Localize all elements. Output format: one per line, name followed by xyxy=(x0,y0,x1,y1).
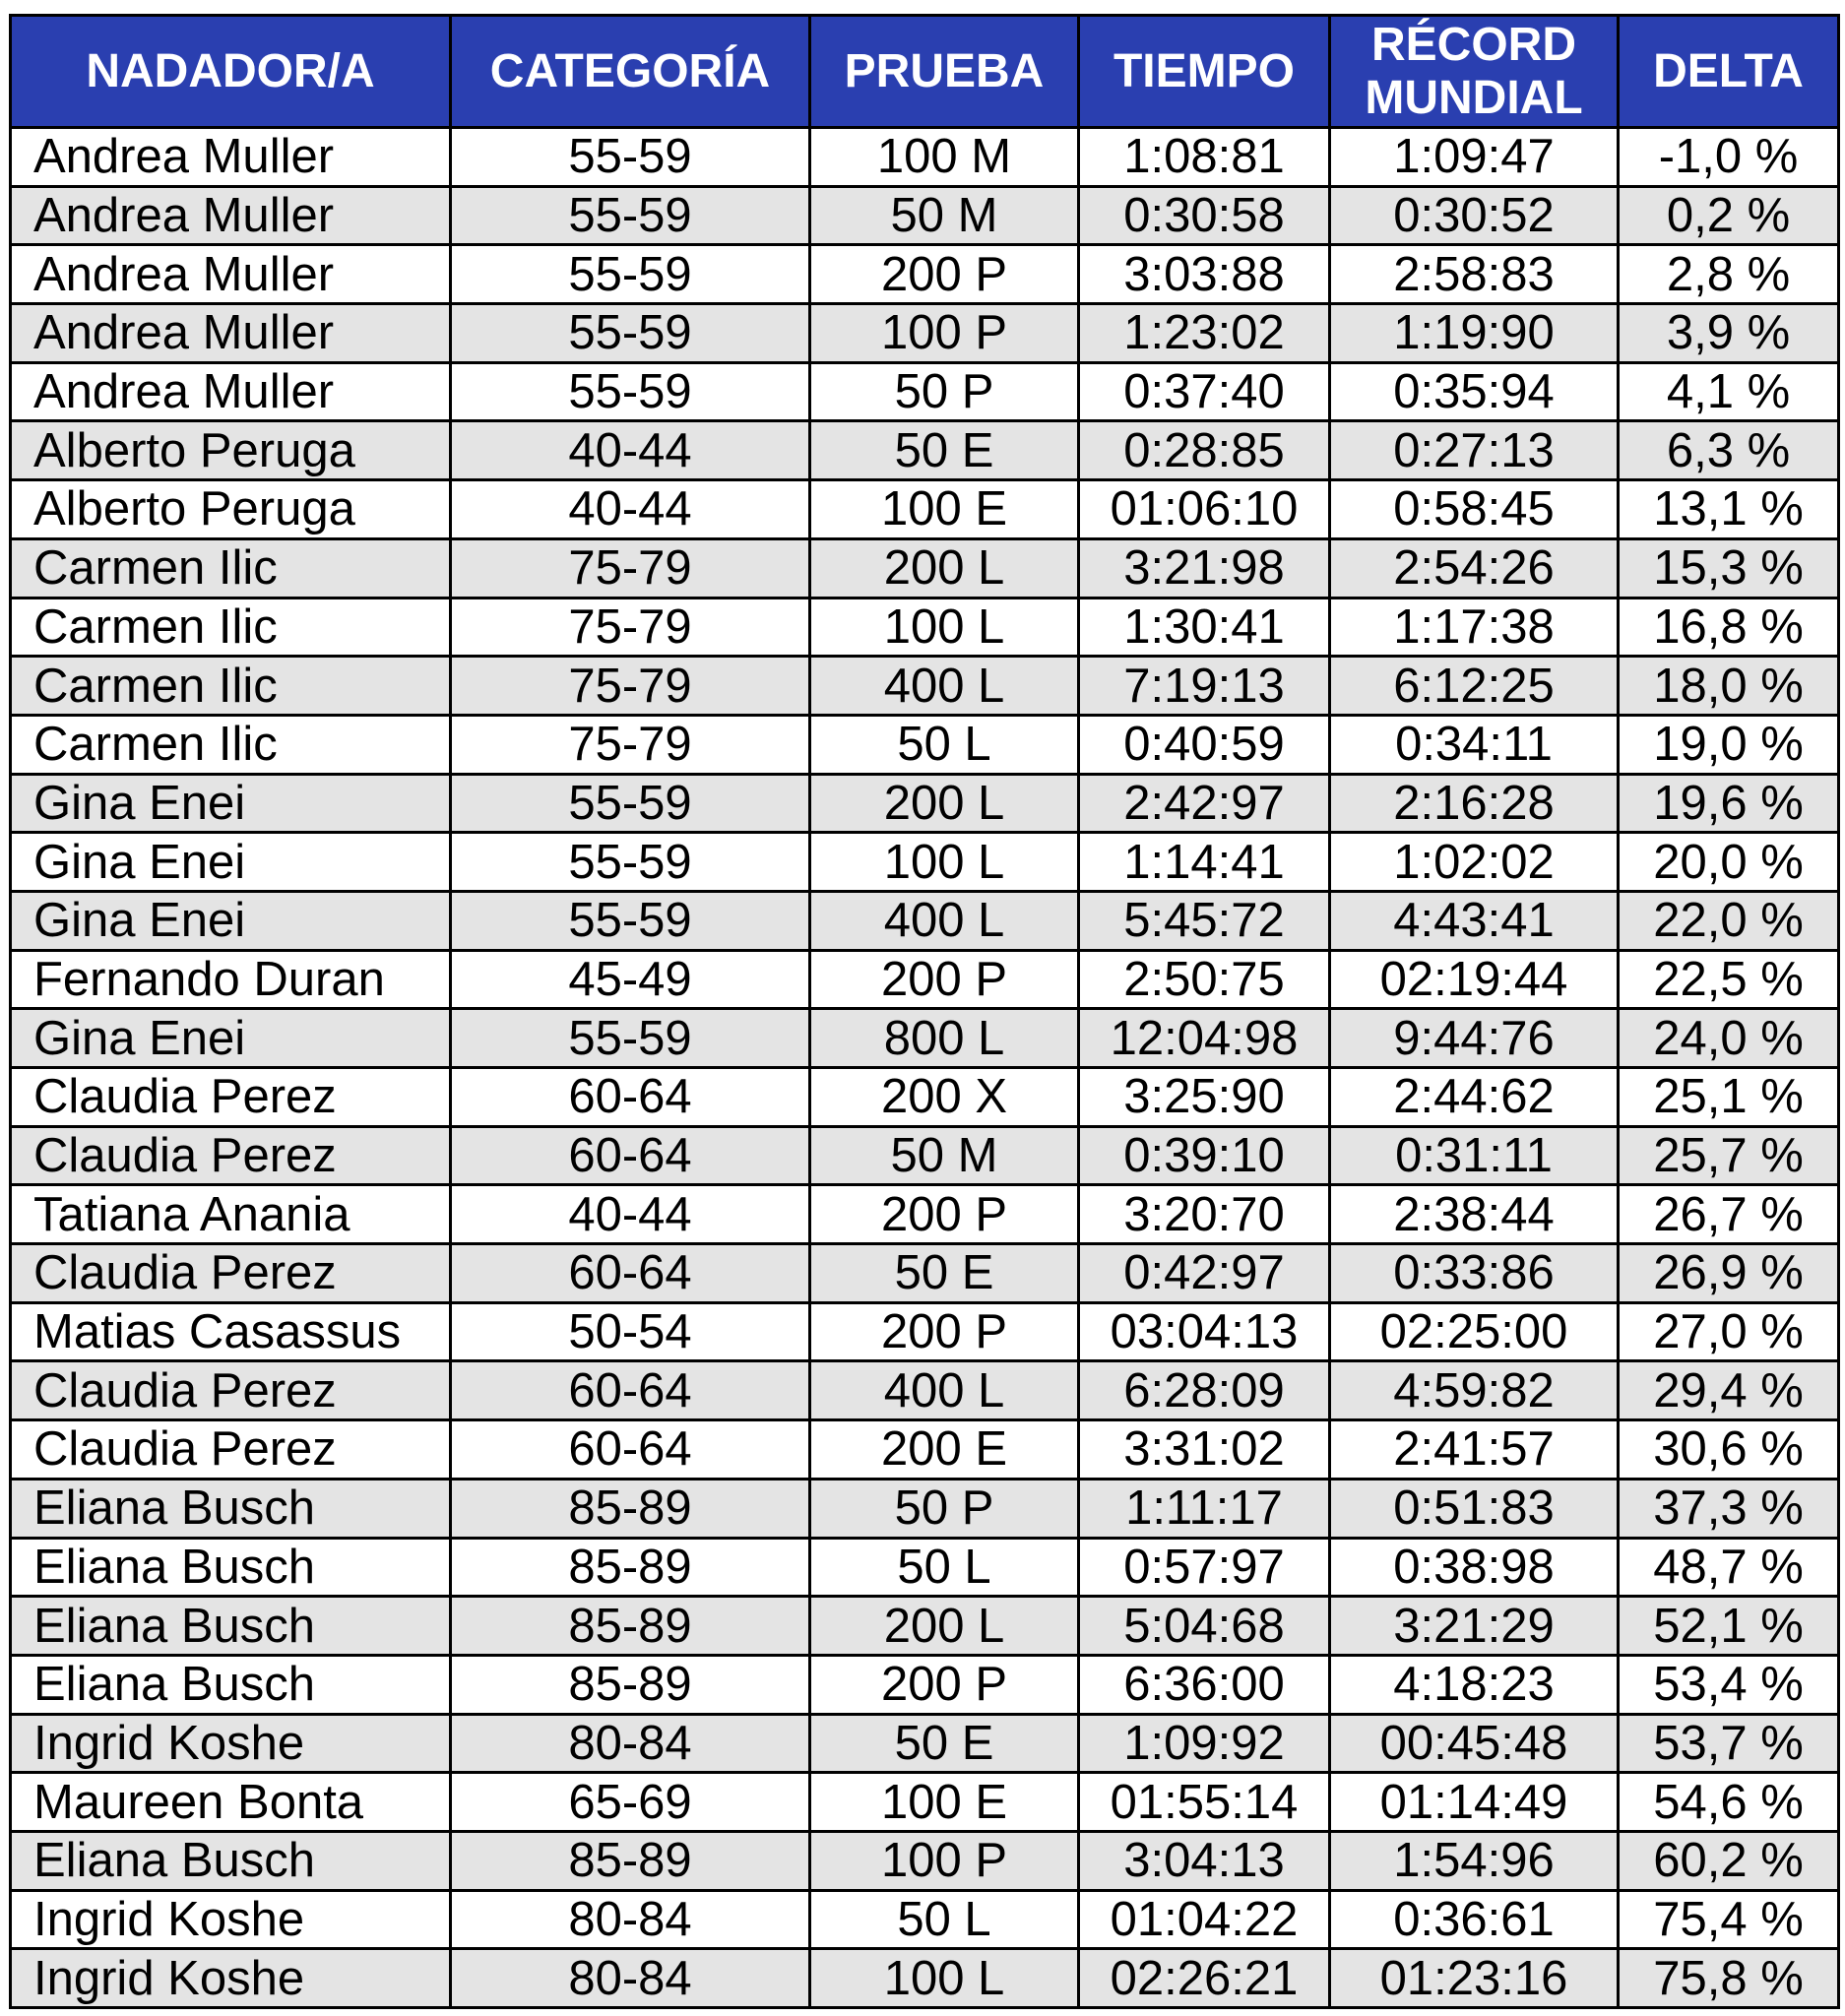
cell-categoria: 80-84 xyxy=(451,1949,810,2008)
table-row xyxy=(11,715,1839,774)
cell-record-mundial: 0:27:13 xyxy=(1330,421,1619,480)
table-row xyxy=(11,186,1839,245)
cell-delta: 2,8 % xyxy=(1619,245,1839,304)
cell-tiempo: 1:09:92 xyxy=(1079,1714,1330,1773)
cell-record-mundial: 4:18:23 xyxy=(1330,1655,1619,1714)
table-row xyxy=(11,304,1839,363)
cell-delta: 16,8 % xyxy=(1619,598,1839,657)
cell-delta: 22,5 % xyxy=(1619,950,1839,1009)
cell-record-mundial: 1:02:02 xyxy=(1330,833,1619,892)
cell-tiempo: 0:30:58 xyxy=(1079,186,1330,245)
cell-delta: 37,3 % xyxy=(1619,1479,1839,1538)
cell-nadador: Matias Casassus xyxy=(11,1302,451,1361)
cell-tiempo: 5:04:68 xyxy=(1079,1597,1330,1656)
cell-tiempo: 5:45:72 xyxy=(1079,891,1330,950)
cell-record-mundial: 0:38:98 xyxy=(1330,1538,1619,1597)
cell-categoria: 85-89 xyxy=(451,1597,810,1656)
cell-record-mundial: 0:58:45 xyxy=(1330,480,1619,539)
cell-tiempo: 01:55:14 xyxy=(1079,1773,1330,1832)
cell-delta: 18,0 % xyxy=(1619,657,1839,716)
cell-delta: 15,3 % xyxy=(1619,538,1839,598)
cell-categoria: 85-89 xyxy=(451,1655,810,1714)
cell-delta: 75,8 % xyxy=(1619,1949,1839,2008)
cell-tiempo: 1:14:41 xyxy=(1079,833,1330,892)
cell-nadador: Andrea Muller xyxy=(11,128,451,187)
cell-delta: -1,0 % xyxy=(1619,128,1839,187)
cell-tiempo: 6:28:09 xyxy=(1079,1361,1330,1420)
cell-tiempo: 3:04:13 xyxy=(1079,1831,1330,1890)
cell-nadador: Carmen Ilic xyxy=(11,598,451,657)
cell-record-mundial: 2:44:62 xyxy=(1330,1068,1619,1127)
cell-prueba: 50 E xyxy=(810,1714,1079,1773)
table-row xyxy=(11,1185,1839,1244)
table-row xyxy=(11,421,1839,480)
table-row xyxy=(11,245,1839,304)
cell-prueba: 400 L xyxy=(810,657,1079,716)
cell-nadador: Carmen Ilic xyxy=(11,657,451,716)
cell-prueba: 100 P xyxy=(810,1831,1079,1890)
cell-record-mundial: 0:30:52 xyxy=(1330,186,1619,245)
cell-nadador: Tatiana Anania xyxy=(11,1185,451,1244)
cell-prueba: 100 E xyxy=(810,1773,1079,1832)
cell-delta: 30,6 % xyxy=(1619,1420,1839,1480)
cell-nadador: Gina Enei xyxy=(11,774,451,833)
cell-prueba: 200 P xyxy=(810,1302,1079,1361)
cell-tiempo: 7:19:13 xyxy=(1079,657,1330,716)
cell-record-mundial: 0:35:94 xyxy=(1330,362,1619,421)
cell-prueba: 50 L xyxy=(810,1890,1079,1949)
cell-categoria: 75-79 xyxy=(451,715,810,774)
table-header xyxy=(11,16,1839,128)
cell-nadador: Gina Enei xyxy=(11,833,451,892)
cell-delta: 4,1 % xyxy=(1619,362,1839,421)
cell-prueba: 100 L xyxy=(810,1949,1079,2008)
cell-record-mundial: 0:36:61 xyxy=(1330,1890,1619,1949)
cell-tiempo: 0:37:40 xyxy=(1079,362,1330,421)
cell-record-mundial: 3:21:29 xyxy=(1330,1597,1619,1656)
cell-nadador: Andrea Muller xyxy=(11,304,451,363)
table-row xyxy=(11,1831,1839,1890)
cell-categoria: 75-79 xyxy=(451,657,810,716)
cell-tiempo: 6:36:00 xyxy=(1079,1655,1330,1714)
cell-delta: 24,0 % xyxy=(1619,1009,1839,1068)
table-row xyxy=(11,128,1839,187)
cell-prueba: 50 M xyxy=(810,186,1079,245)
cell-delta: 26,9 % xyxy=(1619,1244,1839,1303)
cell-nadador: Fernando Duran xyxy=(11,950,451,1009)
cell-record-mundial: 01:14:49 xyxy=(1330,1773,1619,1832)
cell-record-mundial: 0:51:83 xyxy=(1330,1479,1619,1538)
cell-prueba: 50 L xyxy=(810,1538,1079,1597)
cell-nadador: Claudia Perez xyxy=(11,1244,451,1303)
table-row xyxy=(11,657,1839,716)
table-row xyxy=(11,1420,1839,1480)
cell-record-mundial: 9:44:76 xyxy=(1330,1009,1619,1068)
cell-prueba: 200 L xyxy=(810,774,1079,833)
cell-prueba: 50 P xyxy=(810,362,1079,421)
table-row xyxy=(11,1890,1839,1949)
cell-tiempo: 3:03:88 xyxy=(1079,245,1330,304)
cell-categoria: 60-64 xyxy=(451,1420,810,1480)
cell-categoria: 55-59 xyxy=(451,833,810,892)
table-row xyxy=(11,1949,1839,2008)
cell-prueba: 200 E xyxy=(810,1420,1079,1480)
cell-categoria: 85-89 xyxy=(451,1831,810,1890)
table-row xyxy=(11,891,1839,950)
cell-categoria: 80-84 xyxy=(451,1890,810,1949)
cell-delta: 19,0 % xyxy=(1619,715,1839,774)
cell-nadador: Eliana Busch xyxy=(11,1831,451,1890)
cell-delta: 20,0 % xyxy=(1619,833,1839,892)
cell-tiempo: 0:39:10 xyxy=(1079,1126,1330,1185)
cell-record-mundial: 2:41:57 xyxy=(1330,1420,1619,1480)
cell-tiempo: 1:23:02 xyxy=(1079,304,1330,363)
table-row xyxy=(11,833,1839,892)
cell-prueba: 200 X xyxy=(810,1068,1079,1127)
cell-nadador: Carmen Ilic xyxy=(11,715,451,774)
header-delta: DELTA xyxy=(1619,16,1839,128)
cell-tiempo: 01:04:22 xyxy=(1079,1890,1330,1949)
cell-record-mundial: 0:33:86 xyxy=(1330,1244,1619,1303)
cell-prueba: 400 L xyxy=(810,1361,1079,1420)
cell-nadador: Alberto Peruga xyxy=(11,421,451,480)
cell-tiempo: 02:26:21 xyxy=(1079,1949,1330,2008)
table-row xyxy=(11,1479,1839,1538)
cell-categoria: 55-59 xyxy=(451,362,810,421)
cell-prueba: 100 L xyxy=(810,598,1079,657)
cell-delta: 53,7 % xyxy=(1619,1714,1839,1773)
cell-nadador: Claudia Perez xyxy=(11,1361,451,1420)
cell-nadador: Andrea Muller xyxy=(11,245,451,304)
cell-prueba: 200 P xyxy=(810,1655,1079,1714)
table-row xyxy=(11,950,1839,1009)
cell-delta: 22,0 % xyxy=(1619,891,1839,950)
header-record-line2: MUNDIAL xyxy=(1365,71,1583,124)
cell-categoria: 55-59 xyxy=(451,891,810,950)
cell-categoria: 40-44 xyxy=(451,1185,810,1244)
cell-record-mundial: 02:19:44 xyxy=(1330,950,1619,1009)
cell-tiempo: 3:21:98 xyxy=(1079,538,1330,598)
cell-nadador: Carmen Ilic xyxy=(11,538,451,598)
cell-tiempo: 2:50:75 xyxy=(1079,950,1330,1009)
cell-delta: 25,1 % xyxy=(1619,1068,1839,1127)
cell-record-mundial: 0:34:11 xyxy=(1330,715,1619,774)
table-row xyxy=(11,1009,1839,1068)
cell-categoria: 75-79 xyxy=(451,598,810,657)
cell-delta: 6,3 % xyxy=(1619,421,1839,480)
cell-nadador: Eliana Busch xyxy=(11,1479,451,1538)
cell-record-mundial: 1:54:96 xyxy=(1330,1831,1619,1890)
table-row xyxy=(11,1714,1839,1773)
cell-prueba: 200 L xyxy=(810,538,1079,598)
cell-delta: 75,4 % xyxy=(1619,1890,1839,1949)
cell-prueba: 50 L xyxy=(810,715,1079,774)
cell-record-mundial: 00:45:48 xyxy=(1330,1714,1619,1773)
header-prueba: PRUEBA xyxy=(810,16,1079,128)
cell-tiempo: 1:30:41 xyxy=(1079,598,1330,657)
table-row xyxy=(11,1538,1839,1597)
cell-delta: 19,6 % xyxy=(1619,774,1839,833)
cell-categoria: 85-89 xyxy=(451,1538,810,1597)
table-row xyxy=(11,1244,1839,1303)
table-row xyxy=(11,774,1839,833)
cell-record-mundial: 2:54:26 xyxy=(1330,538,1619,598)
table-row xyxy=(11,1126,1839,1185)
cell-categoria: 75-79 xyxy=(451,538,810,598)
table-row xyxy=(11,362,1839,421)
cell-prueba: 200 P xyxy=(810,950,1079,1009)
cell-record-mundial: 02:25:00 xyxy=(1330,1302,1619,1361)
cell-categoria: 65-69 xyxy=(451,1773,810,1832)
cell-prueba: 100 E xyxy=(810,480,1079,539)
cell-delta: 25,7 % xyxy=(1619,1126,1839,1185)
cell-nadador: Claudia Perez xyxy=(11,1126,451,1185)
cell-record-mundial: 1:19:90 xyxy=(1330,304,1619,363)
cell-delta: 13,1 % xyxy=(1619,480,1839,539)
cell-record-mundial: 01:23:16 xyxy=(1330,1949,1619,2008)
cell-prueba: 200 L xyxy=(810,1597,1079,1656)
cell-nadador: Alberto Peruga xyxy=(11,480,451,539)
cell-categoria: 45-49 xyxy=(451,950,810,1009)
cell-prueba: 50 E xyxy=(810,1244,1079,1303)
table-row xyxy=(11,1655,1839,1714)
cell-categoria: 40-44 xyxy=(451,480,810,539)
cell-prueba: 50 M xyxy=(810,1126,1079,1185)
cell-tiempo: 3:25:90 xyxy=(1079,1068,1330,1127)
cell-nadador: Gina Enei xyxy=(11,891,451,950)
cell-prueba: 50 P xyxy=(810,1479,1079,1538)
cell-tiempo: 1:08:81 xyxy=(1079,128,1330,187)
cell-categoria: 60-64 xyxy=(451,1126,810,1185)
cell-tiempo: 0:28:85 xyxy=(1079,421,1330,480)
table-row xyxy=(11,598,1839,657)
cell-tiempo: 2:42:97 xyxy=(1079,774,1330,833)
cell-categoria: 55-59 xyxy=(451,128,810,187)
cell-categoria: 60-64 xyxy=(451,1244,810,1303)
cell-tiempo: 03:04:13 xyxy=(1079,1302,1330,1361)
header-tiempo: TIEMPO xyxy=(1079,16,1330,128)
cell-nadador: Andrea Muller xyxy=(11,362,451,421)
header-nadador: NADADOR/A xyxy=(11,16,451,128)
cell-delta: 0,2 % xyxy=(1619,186,1839,245)
table-row xyxy=(11,538,1839,598)
table-row xyxy=(11,480,1839,539)
cell-delta: 29,4 % xyxy=(1619,1361,1839,1420)
cell-nadador: Andrea Muller xyxy=(11,186,451,245)
cell-tiempo: 12:04:98 xyxy=(1079,1009,1330,1068)
cell-delta: 3,9 % xyxy=(1619,304,1839,363)
cell-nadador: Ingrid Koshe xyxy=(11,1949,451,2008)
cell-record-mundial: 0:31:11 xyxy=(1330,1126,1619,1185)
cell-tiempo: 3:20:70 xyxy=(1079,1185,1330,1244)
cell-categoria: 55-59 xyxy=(451,774,810,833)
cell-categoria: 55-59 xyxy=(451,245,810,304)
cell-categoria: 60-64 xyxy=(451,1068,810,1127)
cell-record-mundial: 1:09:47 xyxy=(1330,128,1619,187)
cell-categoria: 50-54 xyxy=(451,1302,810,1361)
table-row xyxy=(11,1068,1839,1127)
table-row xyxy=(11,1302,1839,1361)
cell-prueba: 100 P xyxy=(810,304,1079,363)
header-categoria: CATEGORÍA xyxy=(451,16,810,128)
cell-prueba: 800 L xyxy=(810,1009,1079,1068)
cell-record-mundial: 4:43:41 xyxy=(1330,891,1619,950)
cell-categoria: 55-59 xyxy=(451,186,810,245)
header-record-line1: RÉCORD xyxy=(1370,18,1576,71)
cell-delta: 52,1 % xyxy=(1619,1597,1839,1656)
cell-prueba: 200 P xyxy=(810,245,1079,304)
cell-nadador: Ingrid Koshe xyxy=(11,1714,451,1773)
cell-nadador: Maureen Bonta xyxy=(11,1773,451,1832)
cell-record-mundial: 2:38:44 xyxy=(1330,1185,1619,1244)
header-record-mundial xyxy=(1330,16,1619,128)
cell-record-mundial: 4:59:82 xyxy=(1330,1361,1619,1420)
cell-tiempo: 0:40:59 xyxy=(1079,715,1330,774)
cell-delta: 53,4 % xyxy=(1619,1655,1839,1714)
cell-tiempo: 01:06:10 xyxy=(1079,480,1330,539)
table-row xyxy=(11,1597,1839,1656)
cell-prueba: 50 E xyxy=(810,421,1079,480)
cell-categoria: 60-64 xyxy=(451,1361,810,1420)
cell-categoria: 55-59 xyxy=(451,1009,810,1068)
cell-record-mundial: 2:58:83 xyxy=(1330,245,1619,304)
cell-nadador: Eliana Busch xyxy=(11,1655,451,1714)
cell-categoria: 85-89 xyxy=(451,1479,810,1538)
cell-tiempo: 1:11:17 xyxy=(1079,1479,1330,1538)
cell-prueba: 200 P xyxy=(810,1185,1079,1244)
cell-record-mundial: 2:16:28 xyxy=(1330,774,1619,833)
header-row xyxy=(11,16,1839,128)
cell-prueba: 100 M xyxy=(810,128,1079,187)
cell-tiempo: 3:31:02 xyxy=(1079,1420,1330,1480)
cell-nadador: Claudia Perez xyxy=(11,1068,451,1127)
results-table xyxy=(9,14,1840,2009)
cell-categoria: 55-59 xyxy=(451,304,810,363)
cell-categoria: 40-44 xyxy=(451,421,810,480)
cell-nadador: Ingrid Koshe xyxy=(11,1890,451,1949)
cell-delta: 48,7 % xyxy=(1619,1538,1839,1597)
cell-record-mundial: 1:17:38 xyxy=(1330,598,1619,657)
table-row xyxy=(11,1361,1839,1420)
table-body xyxy=(11,128,1839,2008)
cell-tiempo: 0:42:97 xyxy=(1079,1244,1330,1303)
cell-delta: 54,6 % xyxy=(1619,1773,1839,1832)
cell-delta: 26,7 % xyxy=(1619,1185,1839,1244)
cell-prueba: 400 L xyxy=(810,891,1079,950)
cell-nadador: Eliana Busch xyxy=(11,1538,451,1597)
cell-nadador: Claudia Perez xyxy=(11,1420,451,1480)
cell-tiempo: 0:57:97 xyxy=(1079,1538,1330,1597)
cell-nadador: Eliana Busch xyxy=(11,1597,451,1656)
cell-prueba: 100 L xyxy=(810,833,1079,892)
cell-record-mundial: 6:12:25 xyxy=(1330,657,1619,716)
cell-delta: 60,2 % xyxy=(1619,1831,1839,1890)
table-row xyxy=(11,1773,1839,1832)
cell-nadador: Gina Enei xyxy=(11,1009,451,1068)
cell-delta: 27,0 % xyxy=(1619,1302,1839,1361)
cell-categoria: 80-84 xyxy=(451,1714,810,1773)
